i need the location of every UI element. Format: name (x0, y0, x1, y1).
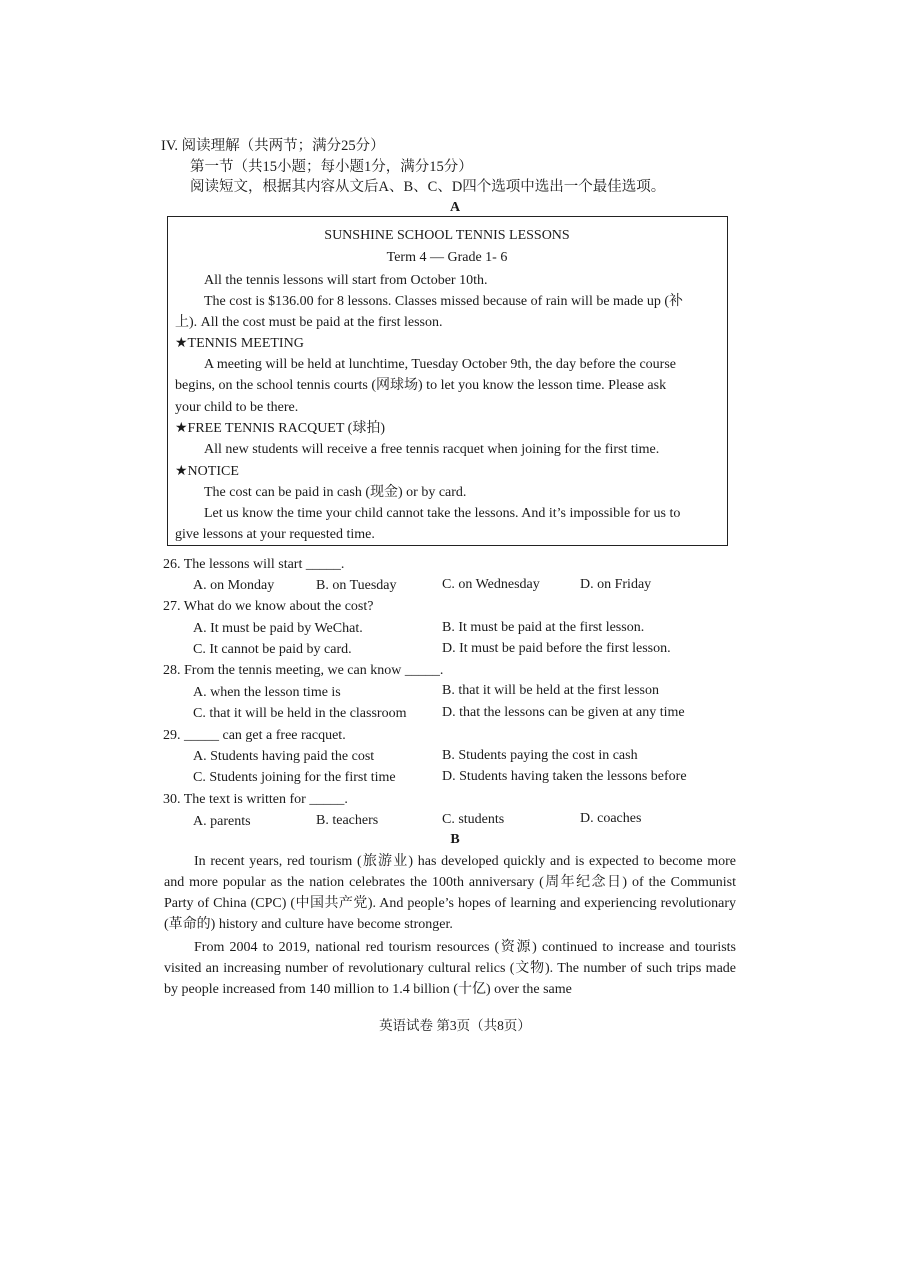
option-a[interactable]: A. when the lesson time is (193, 685, 341, 700)
option-c[interactable]: C. that it will be held in the classroom (193, 706, 407, 721)
passage-a-p6b: give lessons at your requested time. (175, 527, 375, 542)
option-a[interactable]: A. on Monday (193, 578, 275, 593)
option-b[interactable]: B. It must be paid at the first lesson. (442, 620, 645, 635)
option-b[interactable]: B. on Tuesday (316, 578, 397, 593)
option-c[interactable]: C. It cannot be paid by card. (193, 642, 352, 657)
passage-a-p3b: begins, on the school tennis courts (网球场) to let you know the lesson time. Please ask (175, 378, 667, 393)
option-d[interactable]: D. It must be paid before the first lesson. (442, 641, 671, 656)
question-stem: 27. What do we know about the cost? (163, 599, 374, 614)
option-d[interactable]: D. Students having taken the lessons before (442, 769, 687, 784)
passage-a-p3a: A meeting will be held at lunchtime, Tuesday October 9th, the day before the course (204, 357, 676, 372)
passage-b-paragraph-1: In recent years, red tourism (旅游业) has developed quickly and is expected to become more and more popular as the nation celebrates the 100th anniversary (周年纪念日) of the Communist Party of China (CPC) (中国共产党). And people’s hopes of learning and experiencing revolutionary (革命的) history and culture have become stronger. (164, 854, 736, 932)
passage-a-box (167, 216, 728, 546)
option-a[interactable]: A. It must be paid by WeChat. (193, 621, 363, 636)
passage-a-title: SUNSHINE SCHOOL TENNIS LESSONS (324, 228, 570, 243)
option-a[interactable]: A. parents (193, 814, 251, 829)
instruction-text: 阅读短文，根据其内容从文后A、B、C、D四个选项中选出一个最佳选项。 (190, 179, 666, 195)
option-d[interactable]: D. that the lessons can be given at any time (442, 705, 685, 720)
section-heading: IV. 阅读理解（共两节；满分25分） (161, 138, 385, 154)
option-b[interactable]: B. Students paying the cost in cash (442, 748, 638, 763)
tennis-meeting-heading: ★TENNIS MEETING (175, 336, 304, 351)
passage-a-p4: All new students will receive a free tennis racquet when joining for the first time. (204, 442, 660, 457)
option-c[interactable]: C. students (442, 812, 505, 827)
option-c[interactable]: C. on Wednesday (442, 577, 540, 592)
passage-a-subtitle: Term 4 — Grade 1- 6 (386, 250, 508, 265)
option-a[interactable]: A. Students having paid the cost (193, 749, 375, 764)
option-b[interactable]: B. that it will be held at the first lesson (442, 683, 659, 698)
option-d[interactable]: D. on Friday (580, 577, 652, 592)
passage-a-p3c: your child to be there. (175, 400, 299, 415)
passage-a-p2b: 上). All the cost must be paid at the first lesson. (175, 315, 443, 330)
question-stem: 26. The lessons will start _____. (163, 557, 345, 572)
part-heading: 第一节（共15小题；每小题1分，满分15分） (190, 159, 473, 175)
passage-a-p6a: Let us know the time your child cannot take the lessons. And it’s impossible for us to (204, 506, 681, 521)
option-d[interactable]: D. coaches (580, 811, 642, 826)
passage-a-label: A (449, 200, 461, 215)
question-stem: 29. _____ can get a free racquet. (163, 728, 346, 743)
passage-b-label: B (450, 832, 460, 847)
option-c[interactable]: C. Students joining for the first time (193, 770, 396, 785)
notice-heading: ★NOTICE (175, 464, 239, 479)
passage-b-paragraph-2: From 2004 to 2019, national red tourism resources (资源) continued to increase and tourists visited an increasing number of revolutionary cultural relics (文物). The number of such trips made by people increased from 140 million to 1.4 billion (十亿) over the same (164, 940, 736, 997)
question-stem: 28. From the tennis meeting, we can know _____. (163, 663, 444, 678)
passage-a-p2a: The cost is $136.00 for 8 lessons. Classes missed because of rain will be made up (补 (204, 294, 684, 309)
passage-a-p5: The cost can be paid in cash (现金) or by card. (204, 485, 467, 500)
question-stem: 30. The text is written for _____. (163, 792, 348, 807)
option-b[interactable]: B. teachers (316, 813, 379, 828)
passage-a-p1: All the tennis lessons will start from October 10th. (204, 273, 488, 288)
page-footer: 英语试卷 第3页（共8页） (379, 1018, 531, 1033)
free-racquet-heading: ★FREE TENNIS RACQUET (球拍) (175, 421, 385, 436)
